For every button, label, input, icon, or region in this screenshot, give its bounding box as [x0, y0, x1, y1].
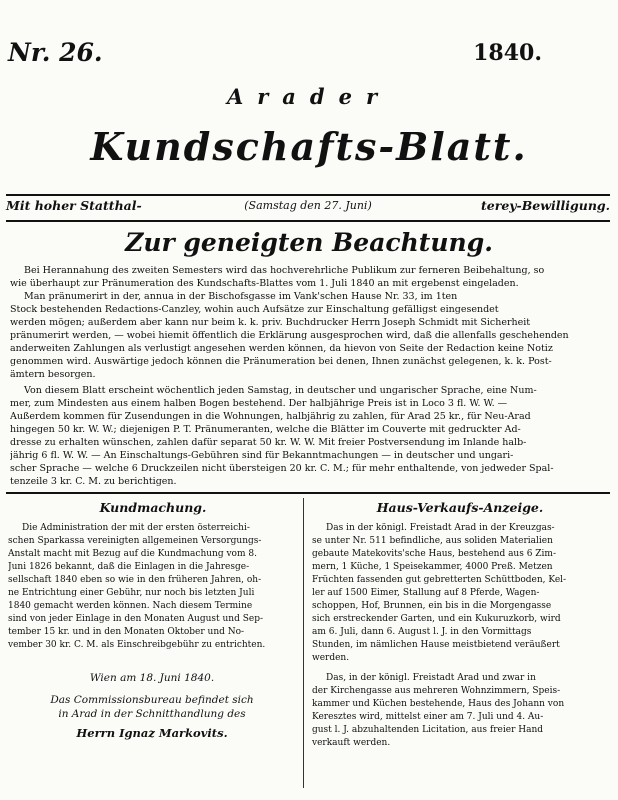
text-line: mer, zum Mindesten aus einem halben Bogen bestehend. Der halbjährige Preis ist in Loco 3 fl. W. W. —: [10, 398, 508, 409]
text-line: ler auf 1500 Eimer, Stallung auf 8 Pferde, Wagen-: [312, 588, 540, 598]
notice-paragraph-1: [10, 264, 608, 381]
text-line: tenzeile 3 kr. C. M. zu berichtigen.: [10, 476, 177, 487]
sale-notice-heading: Haus-Verkaufs-Anzeige.: [376, 500, 544, 515]
text-line: Stunden, im nämlichen Hause meistbietend veräußert: [312, 640, 560, 650]
merchant-name: Herrn Ignaz Markovits.: [76, 726, 228, 740]
text-line: genommen wird. Auswärtige jedoch können die Pränumeration bei denen, Ihnen zunächst gelegenen, k. k. Post-: [10, 356, 552, 367]
sale-notice-body-2: [312, 672, 608, 750]
text-line: am 6. Juli, dann 6. August l. J. in den Vormittags: [312, 627, 532, 637]
text-line: Juni 1826 bekannt, daß die Einlagen in die Jahresge-: [8, 562, 250, 572]
text-line: werden mögen; außerdem aber kann nur beim k. k. priv. Buchdrucker Herrn Joseph Schmidt mit Sicherheit: [10, 317, 531, 328]
issue-year: 1840.: [473, 40, 542, 66]
text-line: Die Administration der mit der ersten österreichi-: [22, 523, 250, 533]
text-line: scher Sprache — welche 6 Druckzeilen nicht übersteigen 20 kr. C. M.; für mehr enthaltende, von jedweder Spal-: [10, 463, 554, 474]
sale-notice-body-1: [312, 522, 608, 665]
announcement-body: [8, 522, 296, 652]
title-place: Arader: [226, 84, 392, 109]
column-divider: [303, 498, 304, 788]
masthead-line: [6, 198, 610, 216]
text-line: kammer und Küchen bestehende, Haus des Johann von: [312, 699, 565, 709]
text-line: Anstalt macht mit Bezug auf die Kundmachung vom 8.: [8, 549, 257, 559]
text-line: 1840 gemacht werden können. Nach diesem Termine: [8, 601, 253, 611]
text-line: jährig 6 fl. W. W. — An Einschaltungs-Gebühren sind für Bekanntmachungen — in deutscher und ungari-: [10, 450, 514, 461]
notice-heading: Zur geneigten Beachtung.: [125, 228, 493, 257]
masthead-top-rule: [6, 194, 610, 196]
office-line-1: Das Commissionsbureau befindet sich: [50, 694, 254, 706]
newspaper-title: Kundschafts-Blatt.: [90, 124, 528, 169]
text-line: Von diesem Blatt erscheint wöchentlich jeden Samstag, in deutscher und ungarischer Sprache, eine Num-: [24, 385, 537, 396]
text-line: sellschaft 1840 eben so wie in den früheren Jahren, oh-: [8, 575, 262, 585]
text-line: sich erstreckender Garten, und ein Kukuruzkorb, wird: [312, 614, 561, 624]
text-line: gust l. J. abzuhaltenden Licitation, aus freier Hand: [312, 725, 544, 735]
text-line: Stock bestehenden Redactions-Canzley, wohin auch Aufsätze zur Einschaltung gefälligst eingesendet: [10, 304, 499, 315]
text-line: Man pränumerirt in der, annua in der Bischofsgasse im Vank'schen Hause Nr. 33, im 1ten: [24, 291, 458, 302]
text-line: anderweiten Zahlungen als verlustigt angesehen werden können, da hievon von Seite der Redaction keine Notiz: [10, 343, 553, 354]
text-line: mern, 1 Küche, 1 Speisekammer, 4000 Preß. Metzen: [312, 562, 553, 572]
text-line: tember 15 kr. und in den Monaten Oktober und No-: [8, 627, 245, 637]
notice-paragraph-2: [10, 384, 608, 488]
masthead-right: terey-Bewilligung.: [481, 198, 610, 213]
issue-date: (Samstag den 27. Juni): [244, 199, 372, 212]
text-line: hingegen 50 kr. W. W.; diejenigen P. T. Pränumeranten, welche die Blätter im Couverte mit gedruckter Ad-: [10, 424, 521, 435]
masthead-bottom-rule: [6, 220, 610, 222]
text-line: wie überhaupt zur Pränumeration des Kundschafts-Blattes vom 1. Juli 1840 an mit ergebenst eingeladen.: [10, 278, 519, 289]
masthead-left: Mit hoher Statthal-: [6, 198, 142, 213]
text-line: der Kirchengasse aus mehreren Wohnzimmern, Speis-: [312, 686, 561, 696]
text-line: werden.: [312, 653, 350, 663]
office-line-2: in Arad in der Schnitthandlung des: [58, 708, 246, 720]
text-line: ämtern besorgen.: [10, 369, 96, 380]
announcement-date: Wien am 18. Juni 1840.: [89, 672, 215, 684]
text-line: verkauft werden.: [312, 738, 391, 748]
section-rule: [6, 492, 610, 494]
announcement-heading: Kundmachung.: [99, 500, 207, 515]
text-line: schen Sparkassa vereinigten allgemeinen Versorgungs-: [8, 536, 262, 546]
text-line: Keresztes wird, mittelst einer am 7. Juli und 4. Au-: [312, 712, 544, 722]
text-line: dresse zu erhalten wünschen, zahlen dafür separat 50 kr. W. W. Mit freier Postversendung im Inlande halb-: [10, 437, 527, 448]
text-line: sind von jeder Einlage in den Monaten August und Sep-: [8, 614, 264, 624]
text-line: Das, in der königl. Freistadt Arad und zwar in: [326, 673, 536, 683]
text-line: ne Entrichtung einer Gebühr, nur noch bis letzten Juli: [8, 588, 255, 598]
text-line: pränumerirt werden, — wobei hiemit öffentlich die Erklärung ausgesprochen wird, daß die allenfalls geschehenden: [10, 330, 569, 341]
text-line: Früchten fassenden gut gebretterten Schüttboden, Kel-: [312, 575, 567, 585]
text-line: schoppen, Hof, Brunnen, ein bis in die Morgengasse: [312, 601, 552, 611]
text-line: Außerdem kommen für Zusendungen in die Wohnungen, halbjährig zu zahlen, für Arad 25 kr., für Neu-Arad: [10, 411, 531, 422]
text-line: Das in der königl. Freistadt Arad in der Kreuzgas-: [326, 523, 555, 533]
text-line: vember 30 kr. C. M. als Einschreibgebühr zu entrichten.: [8, 640, 266, 650]
text-line: Bei Herannahung des zweiten Semesters wird das hochverehrliche Publikum zur ferneren Beibehaltung, so: [24, 265, 545, 276]
text-line: gebaute Matekovits'sche Haus, bestehend aus 6 Zim-: [312, 549, 557, 559]
issue-number: Nr. 26.: [8, 38, 103, 67]
text-line: se unter Nr. 511 befindliche, aus soliden Materialien: [312, 536, 553, 546]
